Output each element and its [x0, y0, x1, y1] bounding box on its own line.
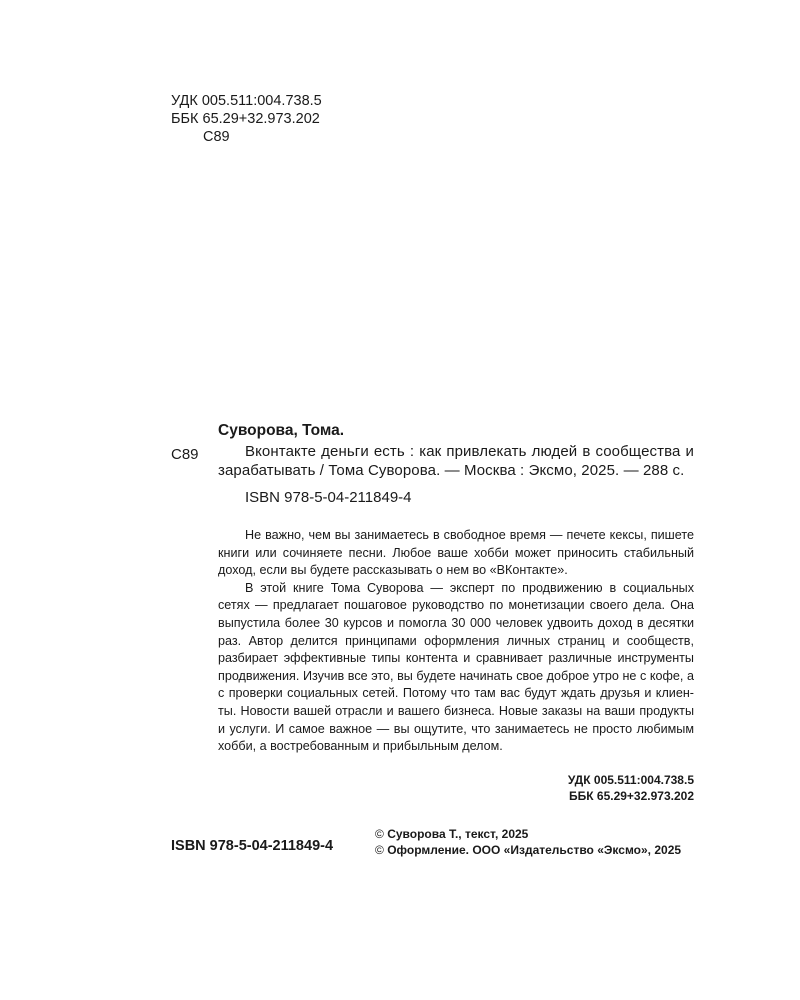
annotation-paragraph: В этой книге Тома Суворова — эксперт по продвижению в социальных сетях — предлагает пошаговое руководство по монетизации своего дела. Она выпустила более 30 курсов и помогла 30 000 человек удвоить доход в десятки раз. Автор делится принципами оформления личных страниц и сообществ, разбирает эффективные типы контента и сравнивает различные инструменты продвижения. Изучив все это, вы будете начинать свое доброе утро не с кофе, а с проверки социальных сетей. Потому что там вас будут ждать друзья и клиенты. Новости вашей отрасли и вашего бизнеса. Новые заказы на ваши продукты и услуги. И самое важное — вы ощутите, что занимаетесь не просто любимым хобби, а востребованным и прибыльным делом.: [218, 580, 694, 754]
udk-code: УДК 005.511:004.738.5: [567, 773, 694, 787]
classification-codes-bottom: [450, 773, 694, 804]
author-copyright: [375, 826, 705, 842]
card-isbn: ISBN 978-5-04-211849-4: [245, 488, 412, 506]
bbk-code: ББК 65.29+32.973.202: [568, 788, 694, 803]
card-cutter-code: С89: [171, 446, 199, 463]
footer-isbn: ISBN 978-5-04-211849-4: [171, 838, 334, 854]
author-copyright-text: Суворова Т., текст, 2025: [387, 827, 529, 841]
design-copyright: [375, 842, 705, 858]
copyright-icon: ©: [375, 827, 384, 841]
udk-code: УДК 005.511:004.738.5: [171, 93, 322, 109]
copyright-icon: ©: [375, 843, 384, 857]
classification-codes-top: [171, 92, 322, 146]
cutter-code: С89: [203, 129, 230, 145]
annotation-paragraph: Не важно, чем вы занимаетесь в свободное время — печете кексы, пишете книги или сочиняете песни. Любое ваше хобби может приносить стабильный доход, если вы будете рассказывать о нем во «ВКонтакте».: [218, 528, 694, 578]
bbk-code: ББК 65.29+32.973.202: [171, 111, 320, 127]
bibliographic-card: [218, 421, 694, 507]
author-heading: Суворова, Тома.: [218, 422, 345, 439]
book-annotation: [218, 527, 694, 756]
design-copyright-text: Оформление. ООО «Издательство «Эксмо», 2025: [387, 843, 682, 857]
title-description: Вконтакте деньги есть : как привлекать людей в сообщества и зарабатывать / Тома Суворова. — Москва : Эксмо, 2025. — 288 с.: [218, 442, 694, 479]
copyright-block: [375, 826, 705, 858]
